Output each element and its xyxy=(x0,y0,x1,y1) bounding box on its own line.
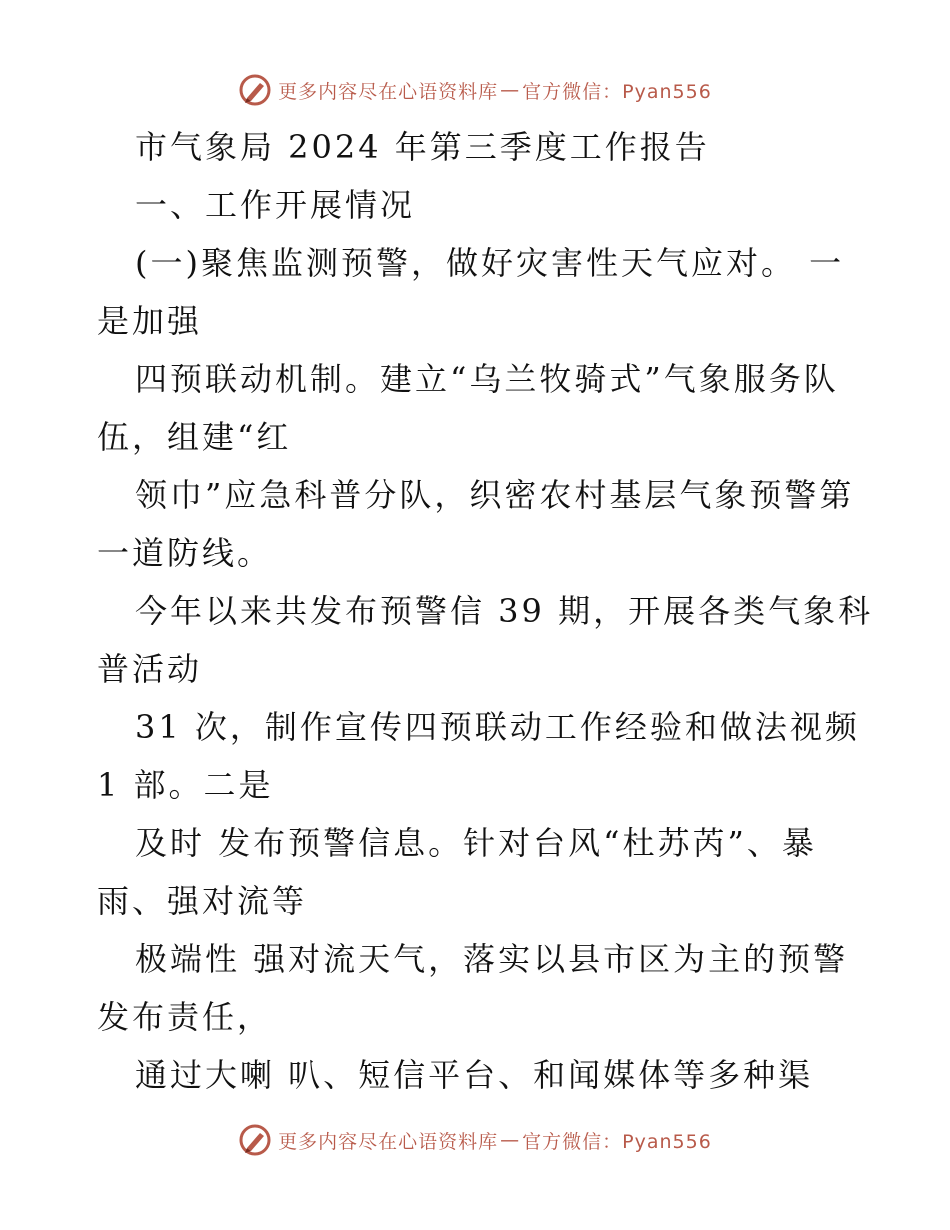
banner-text: 更多内容尽在心语资料库 xyxy=(278,1130,499,1153)
text-line: 通过大喇 叭、短信平台、和闻媒体等多种渠 xyxy=(135,1056,814,1094)
text-line: 四预联动机制。建立“乌兰牧骑式”气象服务队 xyxy=(135,360,839,398)
banner-contact: 官方微信：Pyan556 xyxy=(522,80,712,103)
text-line: 是加强 xyxy=(97,302,203,340)
banner-contact: 官方微信：Pyan556 xyxy=(522,1130,712,1153)
banner-dash: — xyxy=(500,1129,521,1151)
watermark-banner-top xyxy=(0,70,950,110)
text-line: 一道防线。 xyxy=(97,534,273,572)
banner-text: 更多内容尽在心语资料库 xyxy=(278,80,499,103)
text-line: 极端性 强对流天气，落实以县市区为主的预警 xyxy=(135,940,849,978)
text-line: 31 次，制作宣传四预联动工作经验和做法视频 xyxy=(135,708,860,746)
text-line: 伍，组建“红 xyxy=(97,418,292,456)
pen-seal-logo-icon xyxy=(238,73,272,107)
document-title: 市气象局 2024 年第三季度工作报告 xyxy=(135,128,710,166)
text-line: 今年以来共发布预警信 39 期，开展各类气象科 xyxy=(135,592,874,630)
text-line: 普活动 xyxy=(97,650,203,688)
banner-dash: — xyxy=(500,79,521,101)
text-line: 领巾”应急科普分队，织密农村基层气象预警第 xyxy=(135,476,855,514)
text-line: 及时 发布预警信息。针对台风“杜苏芮”、暴 xyxy=(135,824,817,862)
text-line: 发布责任， xyxy=(97,998,273,1036)
subsection-heading: (一)聚焦监测预警，做好灾害性天气应对。 一 xyxy=(135,244,845,282)
document-body xyxy=(97,118,874,1104)
text-line: 1 部。二是 xyxy=(97,766,274,804)
watermark-banner-bottom xyxy=(0,1120,950,1160)
text-line: 雨、强对流等 xyxy=(97,882,308,920)
pen-seal-logo-icon xyxy=(238,1123,272,1157)
section-heading: 一、工作开展情况 xyxy=(135,186,416,224)
